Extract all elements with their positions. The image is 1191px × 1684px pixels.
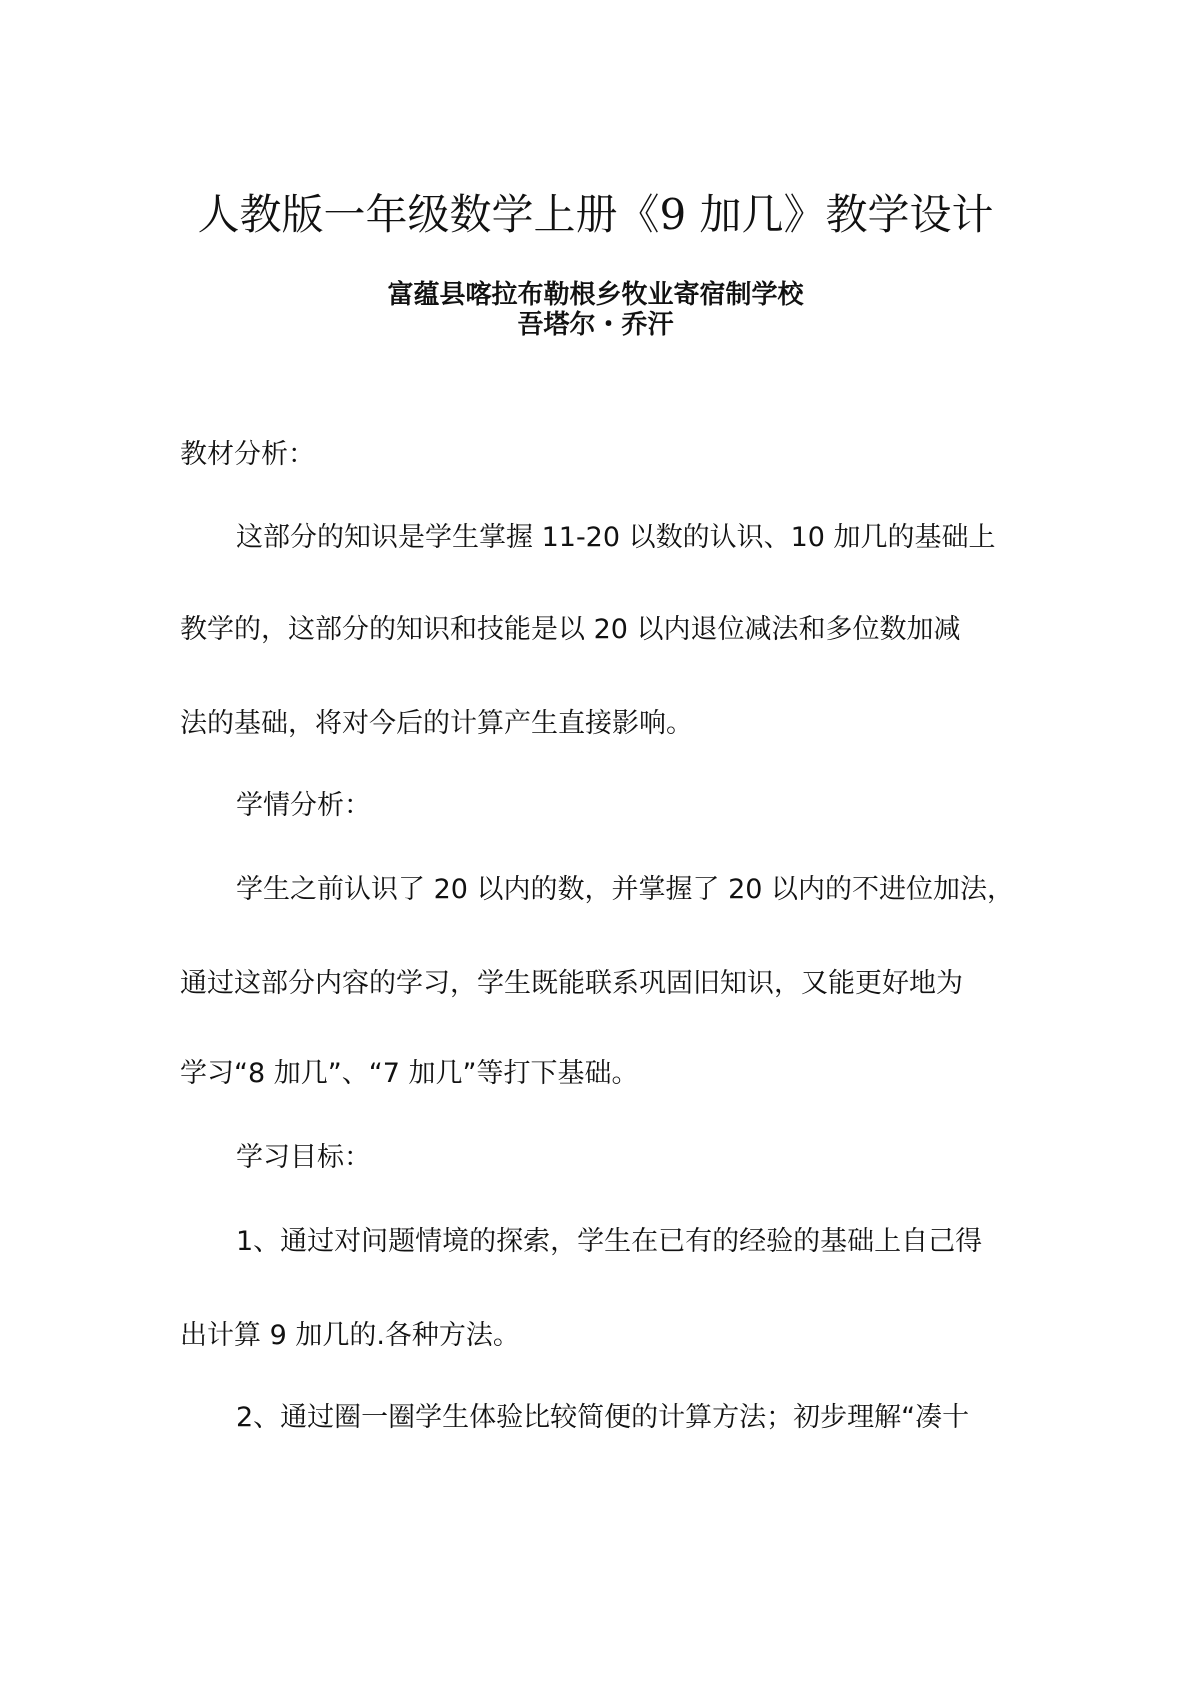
section-heading-learning-objectives: 学习目标： (236, 1142, 371, 1173)
body-line: 这部分的知识是学生掌握 11-20 以数的认识、10 加几的基础上 (236, 522, 996, 553)
body-line: 学习“8 加几”、“7 加几”等打下基础。 (180, 1058, 639, 1089)
section-heading-textbook-analysis: 教材分析： (180, 439, 315, 470)
document-title: 人教版一年级数学上册《9 加几》教学设计 (197, 190, 994, 240)
body-line: 2、通过圈一圈学生体验比较简便的计算方法；初步理解“凑十 (236, 1402, 970, 1433)
body-line: 1、通过对问题情境的探索，学生在已有的经验的基础上自己得 (236, 1226, 983, 1257)
body-line: 学生之前认识了 20 以内的数，并掌握了 20 以内的不进位加法， (236, 874, 1015, 905)
body-line: 通过这部分内容的学习，学生既能联系巩固旧知识，又能更好地为 (180, 968, 963, 999)
body-line: 法的基础，将对今后的计算产生直接影响。 (180, 708, 693, 739)
section-heading-student-analysis: 学情分析： (236, 790, 371, 821)
body-line: 教学的，这部分的知识和技能是以 20 以内退位减法和多位数加减 (180, 614, 961, 645)
body-line: 出计算 9 加几的.各种方法。 (180, 1320, 520, 1351)
school-name: 富蕴县喀拉布勒根乡牧业寄宿制学校 (387, 280, 804, 310)
author-name: 吾塔尔・乔汗 (517, 310, 674, 340)
